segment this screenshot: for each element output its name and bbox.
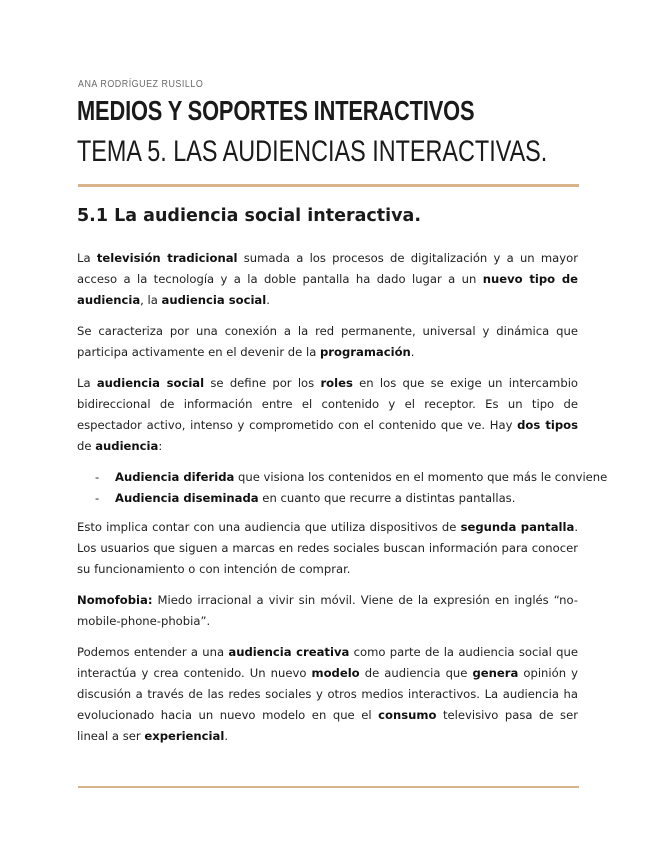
paragraph-6: Podemos entender a una audiencia creativa como parte de la audiencia social que interactúa y crea contenido. Un nuevo modelo de audiencia que genera opinión y discusión a través de las redes sociales y otros medios interactivos. La audiencia ha evolucionado hacia un nuevo modelo en que el consumo televisivo pasa de ser lineal a ser experiencial. xyxy=(77,645,578,743)
document-subtitle: TEMA 5. LAS AUDIENCIAS INTERACTIVAS. xyxy=(77,135,548,168)
audience-types-list xyxy=(77,467,608,509)
document-title: MEDIOS Y SOPORTES INTERACTIVOS xyxy=(77,95,475,126)
paragraph-3: La audiencia social se define por los roles en los que se exige un intercambio bidireccional de información entre el contenido y el receptor. Es un tipo de espectador activo, intenso y comprometido con el contenido que ve. Hay dos tipos de audiencia: xyxy=(77,376,579,453)
list-item: - Audiencia diferida que visiona los contenidos en el momento que más le conviene xyxy=(95,470,608,484)
paragraph-1: La televisión tradicional sumada a los procesos de digitalización y a un mayor acceso a la tecnología y a la doble pantalla ha dado lugar a un nuevo tipo de audiencia, la audiencia social. xyxy=(77,251,579,307)
list-item: - Audiencia diseminada en cuanto que recurre a distintas pantallas. xyxy=(95,491,516,505)
paragraph-2: Se caracteriza por una conexión a la red permanente, universal y dinámica que participa activamente en el devenir de la programación. xyxy=(77,324,578,359)
footer-divider xyxy=(78,786,579,788)
paragraph-4: Esto implica contar con una audiencia que utiliza dispositivos de segunda pantalla. Los usuarios que siguen a marcas en redes sociales buscan información para conocer su funcionamiento o con intención de comprar. xyxy=(77,520,578,576)
paragraph-5: Nomofobia: Miedo irracional a vivir sin móvil. Viene de la expresión en inglés “no-mobile-phone-phobia”. xyxy=(77,593,578,628)
header-divider xyxy=(78,184,579,187)
author-name: ANA RODRÍGUEZ RUSILLO xyxy=(78,78,204,90)
section-body xyxy=(77,248,608,757)
section-heading: 5.1 La audiencia social interactiva. xyxy=(77,206,421,226)
